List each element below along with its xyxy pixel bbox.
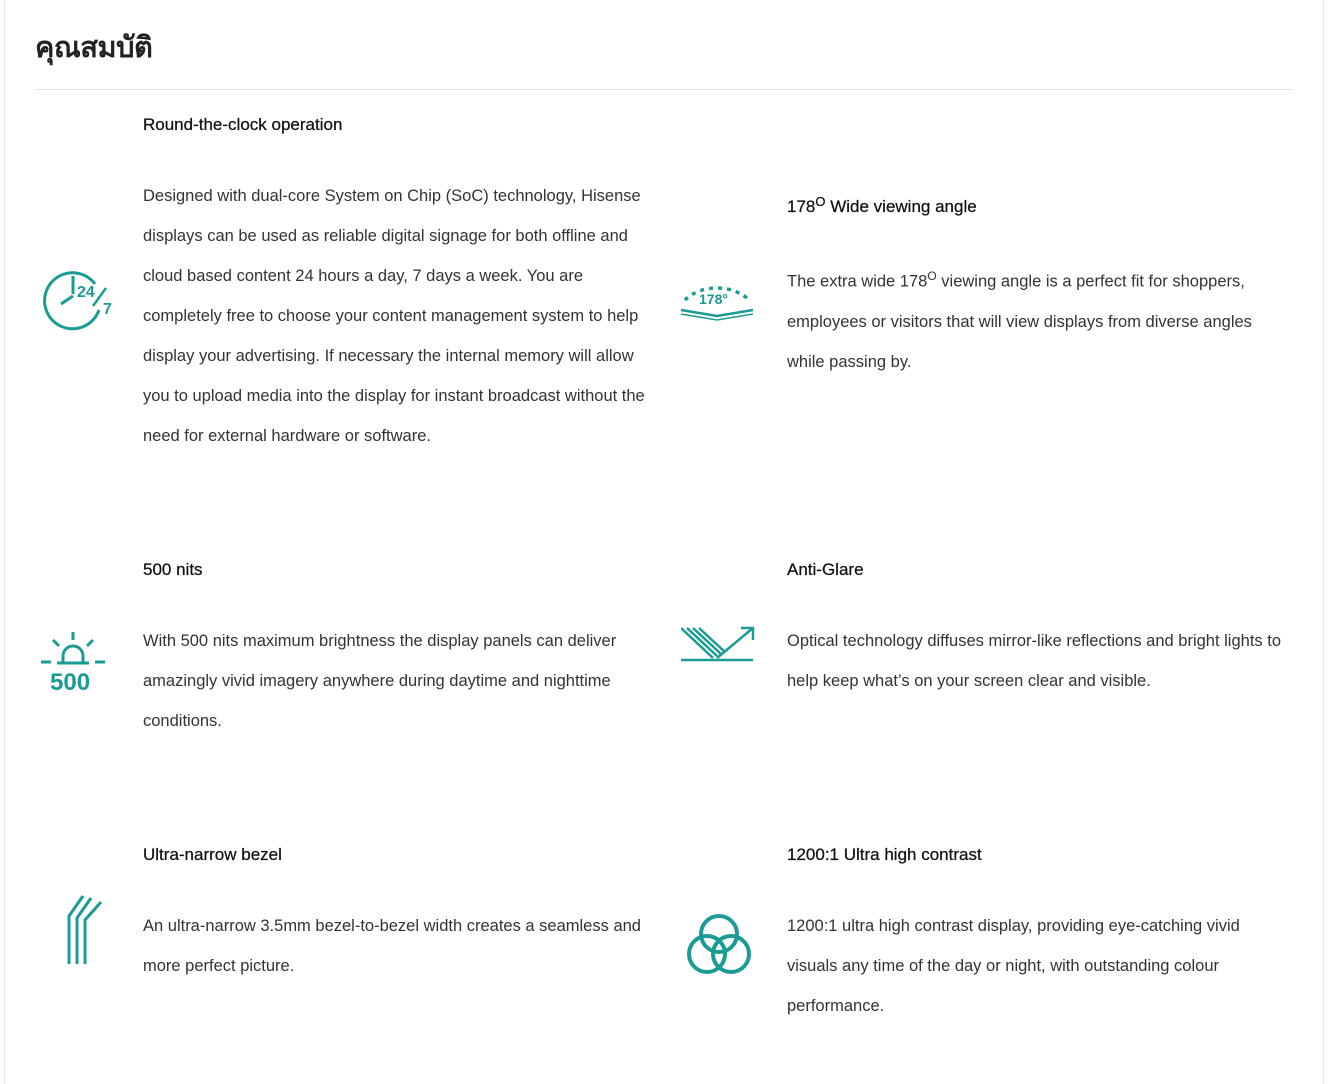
icon-label-178: 178° xyxy=(699,291,728,307)
feature-description: Designed with dual-core System on Chip (SoC) technology, Hisense displays can be used as reliable digital signage for both offline and cloud based content 24 hours a day, 7 days a week. You are completely free to choose your content management system to help display your advertising. If necessary the internal memory will allow you to upload media into the display for instant broadcast without the need for external hardware or software. xyxy=(143,187,645,445)
feature-title: Anti-Glare xyxy=(787,560,864,579)
narrow-bezel-icon xyxy=(47,890,127,970)
feature-description: An ultra-narrow 3.5mm bezel-to-bezel width creates a seamless and more perfect picture. xyxy=(143,917,641,975)
features-page xyxy=(4,0,1324,1084)
desc-suffix: viewing angle is a perfect fit for shoppers, employees or visitors that will view displays from diverse angles while passing by. xyxy=(787,272,1252,371)
degree-symbol: O xyxy=(927,269,937,283)
icon-label-500: 500 xyxy=(50,669,91,696)
icon-label-7: 7 xyxy=(103,301,112,318)
feature-title: Round-the-clock operation xyxy=(143,115,343,134)
feature-title: 1200:1 Ultra high contrast xyxy=(787,845,982,864)
feature-description: Optical technology diffuses mirror-like reflections and bright lights to help keep what’s on your screen clear and visible. xyxy=(787,632,1282,690)
feature-title: 500 nits xyxy=(143,560,203,579)
brightness-500-icon xyxy=(39,626,119,706)
degree-symbol: O xyxy=(815,194,826,209)
page-title: คุณสมบัติ xyxy=(35,32,153,64)
feature-description: 1200:1 ultra high contrast display, providing eye-catching vivid visuals any time of the day or night, with outstanding colour performance. xyxy=(787,917,1240,1015)
feature-high-contrast xyxy=(787,0,1307,1080)
contrast-circles-icon xyxy=(681,908,761,988)
feature-title: Ultra-narrow bezel xyxy=(143,845,282,864)
title-prefix: 178 xyxy=(787,197,816,216)
title-suffix: Wide viewing angle xyxy=(825,197,977,216)
anti-glare-icon xyxy=(681,620,761,700)
viewing-angle-icon xyxy=(677,258,757,338)
clock-24-7-icon xyxy=(37,258,117,338)
desc-prefix: The extra wide 178 xyxy=(787,272,928,291)
feature-narrow-bezel xyxy=(143,0,663,1080)
feature-description: With 500 nits maximum brightness the display panels can deliver amazingly vivid imagery anywhere during daytime and nighttime conditions. xyxy=(143,632,617,730)
icon-label-24: 24 xyxy=(77,284,95,301)
